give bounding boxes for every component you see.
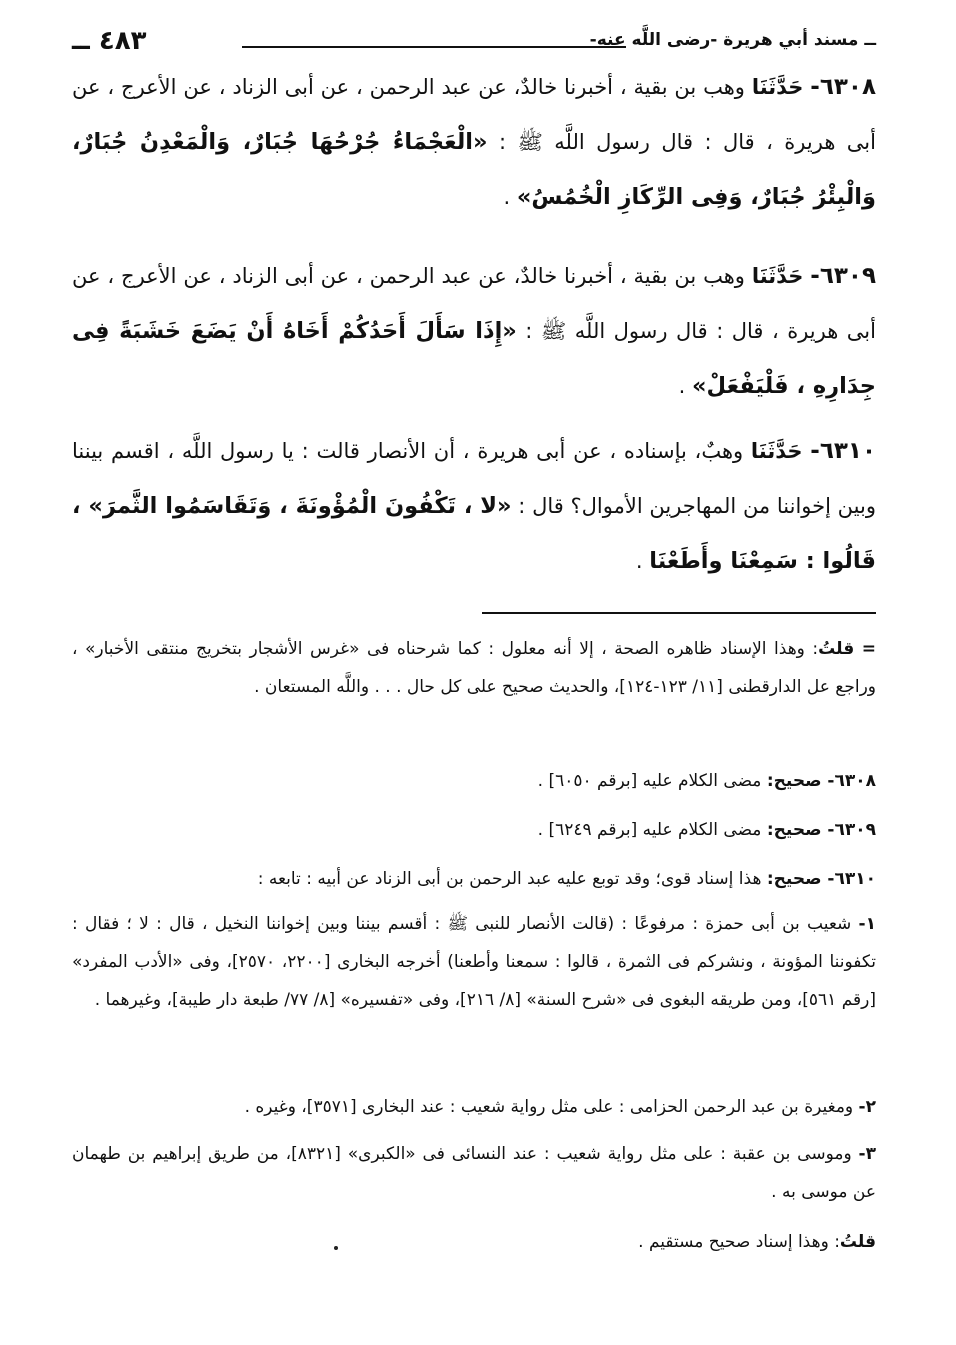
hadith-matn: «إِذَا سَأَلَ أَحَدُكُمْ أَخَاهُ أَنْ يَضَعَ خَشَبَةً فِى جِدَارِهِ ، فَلْيَفْعَلْ» bbox=[72, 318, 876, 399]
hadith-6310 bbox=[72, 424, 876, 589]
footnote-text: مضى الكلام عليه [برقم ٦٢٤٩] . bbox=[537, 820, 767, 840]
hadith-matn: «الْعَجْمَاءُ جُرْحُهَا جُبَارٌ، وَالْمَعْدِنُ جُبَارٌ، وَالْبِئْرُ جُبَارٌ، وَفِى الرِّكَازِ الْخُمُسُ» bbox=[72, 129, 876, 210]
hadith-number: ٦٣٠٨- bbox=[810, 74, 876, 100]
hadith-tail: . bbox=[678, 374, 692, 398]
footnote-label: ٦٣٠٨- صحيح: bbox=[766, 771, 876, 791]
follower-index: ٢- bbox=[858, 1097, 876, 1117]
footnote-text: : وهذا الإسناد ظاهره الصحة ، إلا أنه معلول : كما شرحناه فى «غرس الأشجار بتخريج منتقى الأخبار» ، وراجع عل الدارقطنى [١١/ ١٢٣-١٢٤]، والحديث صحيح على كل حال . . . واللَّه المستعان . bbox=[72, 639, 876, 697]
hadith-matn: «لا ، تَكْفُونَ الْمُؤْونَةَ ، وَتَقَاسَمُوا الثَّمرَ» ، قَالُوا : سَمِعْنَا وأَطَعْنَا bbox=[72, 493, 876, 574]
running-header bbox=[72, 26, 876, 62]
footnote-separator bbox=[482, 612, 876, 614]
footnote-continuation bbox=[72, 630, 876, 706]
hadith-tail: . bbox=[503, 185, 517, 209]
follower-text: وموسى بن عقبة : على مثل رواية شعيب : عند النسائى فى «الكبرى» [٨٣٢١]، من طريق إبراهيم بن طهمان عن موسى به . bbox=[72, 1144, 876, 1202]
follower-text: شعيب بن أبى حمزة : مرفوعًا : (قالت الأنصار للنبى ﷺ : أقسم بيننا وبين إخواننا النخيل ، قال : لا ؛ فقال : تكفوننا المؤونة ، ونشركم فى الثمرة ، قالوا : سمعنا وأطعنا) أخرجه البخارى [٢٢٠٠، ٢٥٧٠]، وفى «الأدب المفرد» [رقم ٥٦١]، ومن طريقه البغوى فى «شرح السنة» [٨/ ٢١٦]، وفى «تفسيره» [٨/ ٧٧/ طبعة دار طيبة]، وغيرهما . bbox=[72, 914, 876, 1010]
header-rule bbox=[242, 46, 626, 48]
hadith-6309 bbox=[72, 249, 876, 414]
footnote-label: قلتُ bbox=[818, 639, 855, 659]
continuation-marker: = bbox=[861, 639, 876, 659]
footnote-text: مضى الكلام عليه [برقم ٦٠٥٠] . bbox=[537, 771, 767, 791]
follower-2 bbox=[72, 1088, 876, 1126]
footnote-6308 bbox=[72, 762, 876, 800]
hadith-isnad: وهب بن بقية ، أخبرنا خالدٌ، عن عبد الرحمن ، عن أبى الزناد ، عن الأعرج ، عن أبى هريرة ، قال : قال رسول اللَّه ﷺ : bbox=[72, 75, 876, 154]
footnote-text: هذا إسناد قوى؛ وقد توبع عليه عبد الرحمن بن أبى الزناد عن أبيه : تابعه : bbox=[257, 869, 767, 889]
hadith-tail: . bbox=[635, 549, 650, 573]
page-number: ٤٨٣ ــ bbox=[72, 26, 147, 56]
follower-text: ومغيرة بن عبد الرحمن الحزامى : على مثل رواية شعيب : عند البخارى [٣٥٧١]، وغيره . bbox=[244, 1097, 859, 1117]
footnote-label: قلتُ bbox=[839, 1232, 876, 1252]
footnote-label: ٦٣١٠- صحيح: bbox=[766, 869, 876, 889]
hadith-isnad: وهبٌ، بإسناده ، عن أبى هريرة ، أن الأنصار قالت : يا رسول اللَّه ، اقسم بيننا وبين إخواننا من المهاجرين الأموال؟ قال : bbox=[72, 439, 876, 518]
follower-index: ١- bbox=[858, 914, 876, 934]
hadith-lead: حَدَّثَنَا bbox=[751, 75, 804, 99]
ink-speck bbox=[334, 1246, 338, 1250]
hadith-number: ٦٣١٠- bbox=[810, 438, 876, 464]
hadith-isnad: وهب بن بقية ، أخبرنا خالدٌ، عن عبد الرحمن ، عن أبى الزناد ، عن الأعرج ، عن أبى هريرة ، قال : قال رسول اللَّه ﷺ : bbox=[72, 264, 876, 343]
footnote-text: : وهذا إسناد صحيح مستقيم . bbox=[638, 1232, 840, 1252]
follower-3 bbox=[72, 1135, 876, 1211]
follower-index: ٣- bbox=[858, 1144, 876, 1164]
footnote-label: ٦٣٠٩- صحيح: bbox=[766, 820, 876, 840]
hadith-lead: حَدَّثَنَا bbox=[751, 264, 804, 288]
footnote-6309 bbox=[72, 811, 876, 849]
header-title: ــ مسند أبي هريرة -رضى اللَّه عنه- bbox=[589, 30, 876, 50]
closing-note bbox=[72, 1223, 876, 1261]
follower-1 bbox=[72, 905, 876, 1019]
hadith-number: ٦٣٠٩- bbox=[810, 263, 876, 289]
hadith-lead: حَدَّثَنَا bbox=[750, 439, 803, 463]
footnote-6310 bbox=[72, 860, 876, 898]
hadith-6308 bbox=[72, 60, 876, 225]
